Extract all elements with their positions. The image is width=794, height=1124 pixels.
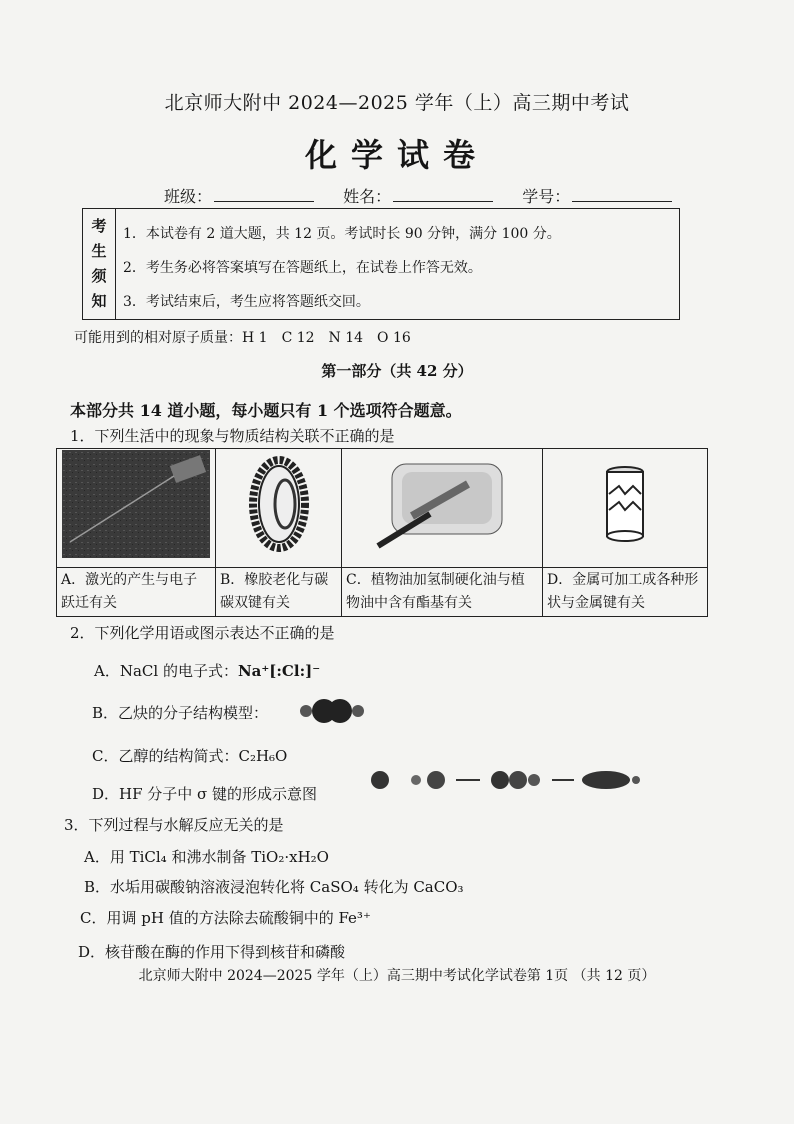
student-info-row xyxy=(164,184,696,207)
oil-hydrogenation-photo-icon xyxy=(372,456,512,552)
class-blank[interactable] xyxy=(214,187,314,202)
page-footer: 北京师大附中 2024—2025 学年（上）高三期中考试化学试卷第 1页 （共 12 页） xyxy=(138,968,656,984)
name-label: 姓名： xyxy=(343,187,392,206)
notice-items xyxy=(123,217,561,319)
option-a-image xyxy=(57,449,216,568)
option-d-text: D．金属可加工成各种形状与金属键有关 xyxy=(543,568,708,617)
notice-item: 3．考试结束后，考生应将答题纸交回。 xyxy=(123,294,370,310)
acetylene-model-icon xyxy=(296,697,368,725)
option-c-image xyxy=(342,449,543,568)
q2-option-c: C．乙醇的结构简式：C₂H₆O xyxy=(92,747,288,765)
subject-title: 化学试卷 xyxy=(304,136,489,174)
student-id-blank[interactable] xyxy=(572,187,672,202)
option-b-text: B．橡胶老化与碳碳双键有关 xyxy=(216,568,342,617)
q3-option-b: B．水垢用碳酸钠溶液浸泡转化将 CaSO₄ 转化为 CaCO₃ xyxy=(84,878,464,896)
notice-item: 2．考生务必将答案填写在答题纸上，在试卷上作答无效。 xyxy=(123,260,482,276)
notice-label: 考 生 须 知 xyxy=(83,209,116,319)
option-a-text: A．激光的产生与电子跃迁有关 xyxy=(57,568,216,617)
exam-title: 北京师大附中 2024—2025 学年（上）高三期中考试 xyxy=(164,92,630,114)
option-b-image xyxy=(216,449,342,568)
option-c-text: C．植物油加氢制硬化油与植物油中含有酯基有关 xyxy=(342,568,543,617)
q2-option-b: B．乙炔的分子结构模型： xyxy=(92,704,269,722)
question-3-stem: 3．下列过程与水解反应无关的是 xyxy=(64,816,284,834)
atomic-mass-line: 可能用到的相对原子质量：H 1 C 12 N 14 O 16 xyxy=(74,330,411,346)
class-label: 班级： xyxy=(164,187,213,206)
name-blank[interactable] xyxy=(393,187,493,202)
soda-can-icon xyxy=(603,464,647,544)
q2-option-d: D．HF 分子中 σ 键的形成示意图 xyxy=(92,785,318,803)
question-1-stem: 1．下列生活中的现象与物质结构关联不正确的是 xyxy=(70,427,395,445)
nacl-electron-formula: Na⁺[:Cl:]⁻ xyxy=(237,662,321,680)
laser-photo-icon xyxy=(62,450,210,558)
q2-option-a: A．NaCl 的电子式：Na⁺[:Cl:]⁻ xyxy=(94,662,321,680)
q3-option-a: A．用 TiCl₄ 和沸水制备 TiO₂·xH₂O xyxy=(84,848,329,866)
option-d-image xyxy=(543,449,708,568)
student-id-label: 学号： xyxy=(522,187,571,206)
q3-option-c: C．用调 pH 值的方法除去硫酸铜中的 Fe³⁺ xyxy=(80,909,371,927)
question-1-options-table xyxy=(56,448,708,617)
exam-notice-box xyxy=(82,208,680,320)
hf-sigma-bond-diagram xyxy=(368,768,648,792)
part-title: 第一部分（共 42 分） xyxy=(321,362,473,380)
notice-item: 1．本试卷有 2 道大题，共 12 页。考试时长 90 分钟，满分 100 分。 xyxy=(123,226,561,242)
tire-icon xyxy=(244,456,314,552)
part-intro: 本部分共 14 道小题，每小题只有 1 个选项符合题意。 xyxy=(70,401,462,420)
q3-option-d: D．核苷酸在酶的作用下得到核苷和磷酸 xyxy=(78,943,346,961)
question-2-stem: 2．下列化学用语或图示表达不正确的是 xyxy=(70,624,335,642)
